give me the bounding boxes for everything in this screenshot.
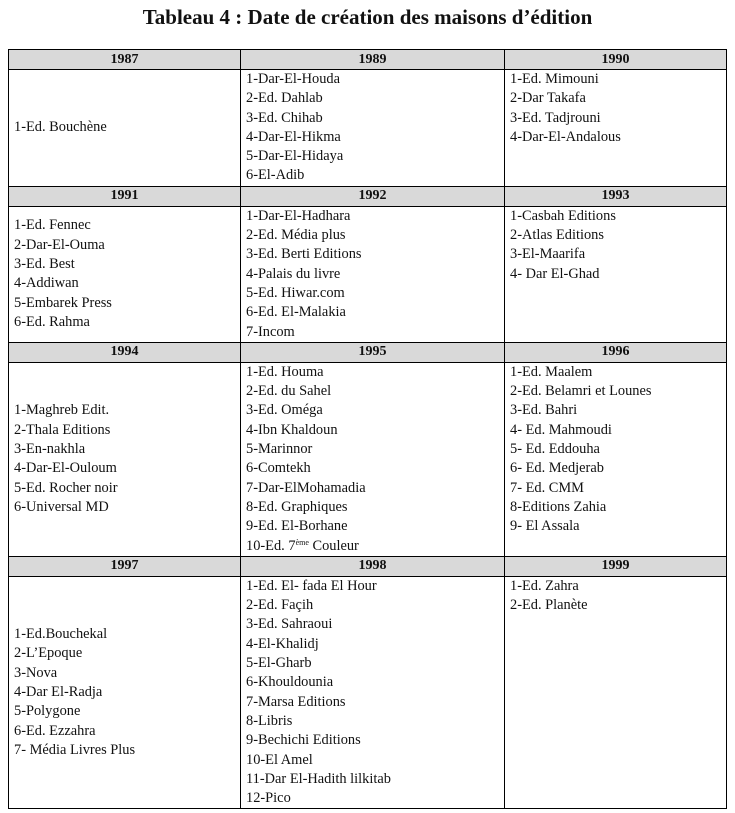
publisher-item: 3-Ed. Chihab xyxy=(246,109,323,126)
publisher-item: 2-L’Epoque xyxy=(14,645,83,662)
publisher-item: 4-Dar-El-Hikma xyxy=(246,128,341,145)
publisher-item: 2-Ed. Média plus xyxy=(246,227,346,244)
publisher-cell xyxy=(9,206,241,342)
publisher-item: 5-Dar-El-Hidaya xyxy=(246,148,344,165)
publisher-item: 1-Maghreb Edit. xyxy=(14,402,110,419)
publisher-item: 9-Ed. El-Borhane xyxy=(246,518,348,535)
year-header-row xyxy=(9,50,727,70)
publisher-item: 1-Dar-El-Hadhara xyxy=(246,207,351,224)
publisher-item: 2-Dar Takafa xyxy=(510,90,586,107)
publishers-table xyxy=(8,49,727,809)
publisher-item: 1-Casbah Editions xyxy=(510,207,616,224)
publisher-cell xyxy=(505,206,727,342)
publisher-item: 5-Ed. Rocher noir xyxy=(14,479,118,496)
year-header: 1996 xyxy=(505,342,727,362)
publisher-list xyxy=(9,118,240,137)
publisher-cell xyxy=(9,576,241,809)
publisher-item: 9-Bechichi Editions xyxy=(246,732,361,749)
publisher-item: 10-El Amel xyxy=(246,751,313,768)
publisher-list xyxy=(241,207,504,342)
publisher-item: 8-Editions Zahia xyxy=(510,498,607,515)
publisher-list xyxy=(241,363,504,556)
publisher-item: 11-Dar El-Hadith lilkitab xyxy=(246,770,391,787)
publisher-list xyxy=(9,625,240,760)
publisher-item: 10-Ed. 7ème Couleur xyxy=(246,537,359,554)
year-header: 1991 xyxy=(9,186,241,206)
publisher-list xyxy=(505,363,726,537)
year-header-row xyxy=(9,186,727,206)
publisher-item: 1-Ed. Bouchène xyxy=(14,119,107,136)
year-header: 1994 xyxy=(9,342,241,362)
publisher-item: 8-Libris xyxy=(246,712,293,729)
ordinal-superscript: ème xyxy=(295,537,309,547)
publisher-item: 5- Ed. Eddouha xyxy=(510,441,600,458)
publisher-list xyxy=(9,216,240,332)
publisher-list xyxy=(241,70,504,186)
publisher-item: 3-El-Maarifa xyxy=(510,246,586,263)
publisher-list xyxy=(505,207,726,284)
publisher-item: 3-Ed. Bahri xyxy=(510,402,578,419)
publisher-cell xyxy=(505,70,727,187)
year-header: 1989 xyxy=(241,50,505,70)
publisher-item: 6-Ed. Ezzahra xyxy=(14,722,96,739)
publisher-cell xyxy=(241,206,505,342)
publisher-cell xyxy=(9,362,241,556)
publisher-item: 1-Ed.Bouchekal xyxy=(14,626,108,643)
year-header: 1992 xyxy=(241,186,505,206)
publisher-item: 7- Média Livres Plus xyxy=(14,741,136,758)
publisher-item: 2-Atlas Editions xyxy=(510,227,604,244)
publisher-item: 4-Dar-El-Andalous xyxy=(510,128,621,145)
publisher-item: 1-Ed. Mimouni xyxy=(510,71,599,87)
year-header: 1993 xyxy=(505,186,727,206)
publisher-item: 4-Dar El-Radja xyxy=(14,683,103,700)
publisher-item: 4-Palais du livre xyxy=(246,265,341,282)
publisher-item: 7-Marsa Editions xyxy=(246,693,346,710)
publisher-item: 7-Dar-ElMohamadia xyxy=(246,479,366,496)
publisher-item: 1-Ed. Houma xyxy=(246,363,324,380)
publisher-item: 1-Ed. Fennec xyxy=(14,217,91,234)
publisher-item: 3-Ed. Berti Editions xyxy=(246,246,362,263)
publisher-item: 7- Ed. CMM xyxy=(510,479,584,496)
year-header-row xyxy=(9,556,727,576)
publisher-item: 5-Ed. Hiwar.com xyxy=(246,284,345,301)
publisher-item: 6-Ed. El-Malakia xyxy=(246,304,346,321)
publisher-item: 5-Embarek Press xyxy=(14,294,112,311)
year-header: 1997 xyxy=(9,556,241,576)
publisher-item: 2-Thala Editions xyxy=(14,421,111,438)
year-header: 1995 xyxy=(241,342,505,362)
publisher-cell xyxy=(505,576,727,809)
publisher-item: 3-En-nakhla xyxy=(14,441,86,458)
publisher-item: 2-Ed. Dahlab xyxy=(246,90,323,107)
publishers-table-body xyxy=(9,50,727,809)
table-title: Tableau 4 : Date de création des maisons d’édition xyxy=(142,5,593,29)
year-header: 1990 xyxy=(505,50,727,70)
publisher-item: 6-Ed. Rahma xyxy=(14,313,90,330)
publisher-item: 6-Universal MD xyxy=(14,498,109,515)
year-header-row xyxy=(9,342,727,362)
publisher-item: 6-El-Adib xyxy=(246,167,305,184)
publisher-item: 3-Ed. Oméga xyxy=(246,402,323,419)
publisher-item: 5-El-Gharb xyxy=(246,655,312,672)
publishers-row xyxy=(9,576,727,809)
publisher-item: 4-Ibn Khaldoun xyxy=(246,421,338,438)
publisher-item: 1-Ed. El- fada El Hour xyxy=(246,577,377,594)
publisher-item: 9- El Assala xyxy=(510,518,580,535)
publisher-item: 2-Dar-El-Ouma xyxy=(14,236,105,253)
publisher-item: 4-Addiwan xyxy=(14,275,79,292)
publisher-list xyxy=(505,70,726,147)
publisher-cell xyxy=(505,362,727,556)
publisher-list xyxy=(9,401,240,517)
publisher-item: 1-Ed. Zahra xyxy=(510,577,579,594)
publisher-cell xyxy=(241,70,505,187)
publisher-item: 3-Ed. Tadjrouni xyxy=(510,109,601,126)
publisher-list xyxy=(241,577,504,809)
publisher-item: 12-Pico xyxy=(246,790,291,807)
publisher-item: 4-Dar-El-Ouloum xyxy=(14,460,117,477)
year-header: 1998 xyxy=(241,556,505,576)
publisher-cell xyxy=(241,362,505,556)
publisher-item: 3-Nova xyxy=(14,664,58,681)
year-header: 1987 xyxy=(9,50,241,70)
publisher-list xyxy=(505,577,726,616)
publisher-item: 2-Ed. du Sahel xyxy=(246,383,332,400)
publishers-row xyxy=(9,70,727,187)
year-header: 1999 xyxy=(505,556,727,576)
publisher-item: 4- Dar El-Ghad xyxy=(510,265,600,282)
publisher-item: 5-Polygone xyxy=(14,703,81,720)
publisher-cell xyxy=(9,70,241,187)
publisher-item: 8-Ed. Graphiques xyxy=(246,498,348,515)
publisher-item: 4-El-Khalidj xyxy=(246,635,319,652)
publisher-item: 6-Khouldounia xyxy=(246,674,334,691)
publisher-item: 3-Ed. Sahraoui xyxy=(246,616,333,633)
publisher-item: 1-Dar-El-Houda xyxy=(246,71,341,87)
publisher-item: 3-Ed. Best xyxy=(14,256,75,273)
publisher-item: 2-Ed. Belamri et Lounes xyxy=(510,383,652,400)
publisher-item: 2-Ed. Façih xyxy=(246,597,314,614)
publishers-row xyxy=(9,206,727,342)
publisher-cell xyxy=(241,576,505,809)
publisher-item: 4- Ed. Mahmoudi xyxy=(510,421,612,438)
publisher-item: 5-Marinnor xyxy=(246,441,313,458)
publisher-item: 7-Incom xyxy=(246,323,295,340)
publisher-item: 2-Ed. Planète xyxy=(510,597,588,614)
publishers-row xyxy=(9,362,727,556)
publisher-item: 1-Ed. Maalem xyxy=(510,363,593,380)
publisher-item: 6-Comtekh xyxy=(246,460,311,477)
publisher-item: 6- Ed. Medjerab xyxy=(510,460,604,477)
